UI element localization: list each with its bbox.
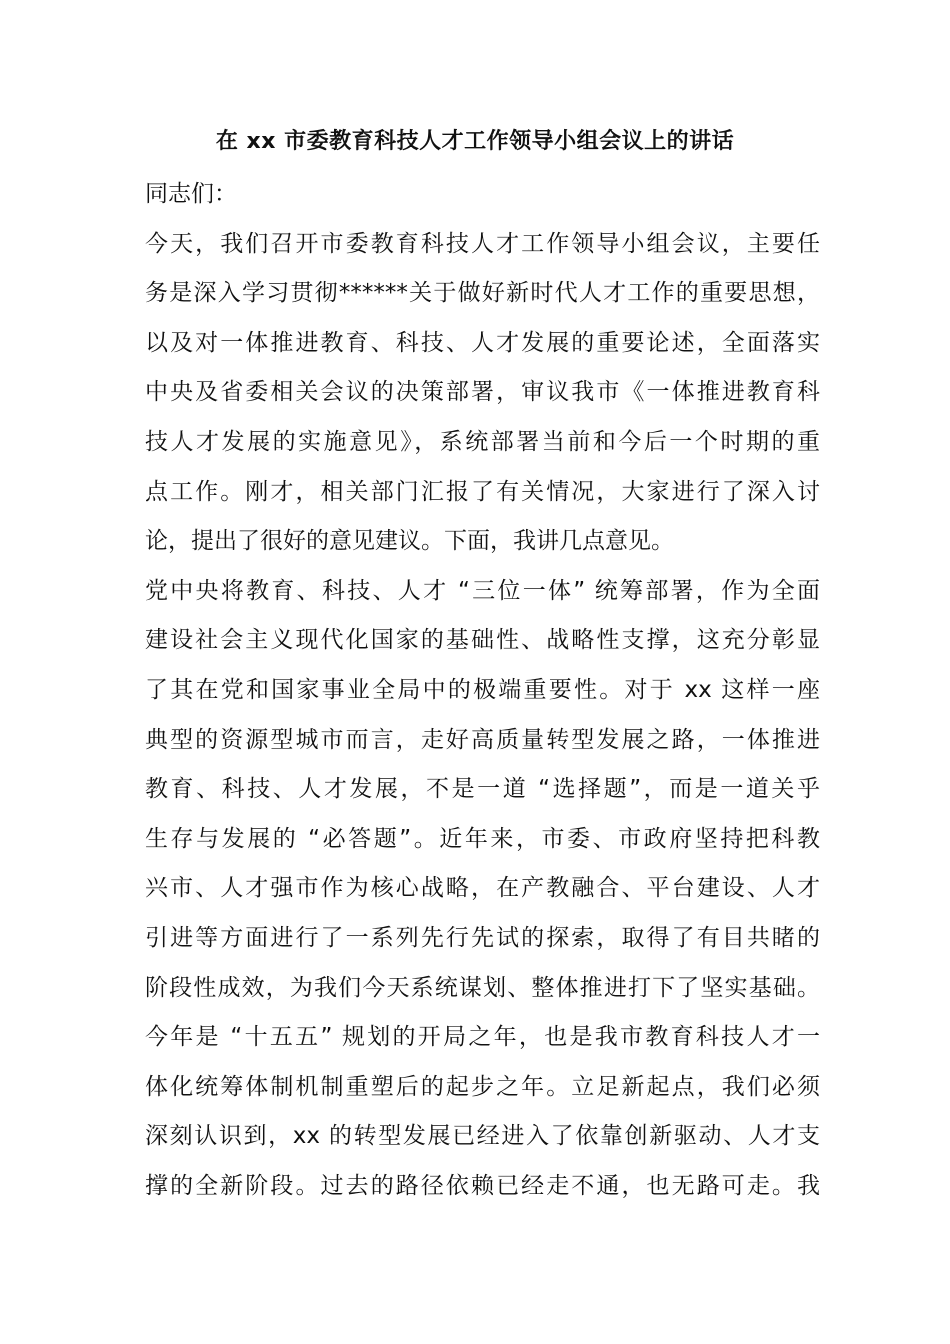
text-line: 了其在党和国家事业全局中的极端重要性。对于 xx 这样一座 bbox=[145, 676, 820, 703]
text-line: 以及对一体推进教育、科技、人才发展的重要论述，全面落实 bbox=[145, 329, 820, 356]
text-line: 阶段性成效，为我们今天系统谋划、整体推进打下了坚实基础。 bbox=[145, 974, 820, 1001]
text-line: 今年是 “十五五” 规划的开局之年，也是我市教育科技人才一 bbox=[145, 1024, 820, 1051]
text-line: 教育、科技、人才发展，不是一道 “选择题”，而是一道关乎 bbox=[145, 776, 820, 803]
text-line: 点工作。刚才，相关部门汇报了有关情况，大家进行了深入讨 bbox=[145, 478, 820, 505]
text-line: 体化统筹体制机制重塑后的起步之年。立足新起点，我们必须 bbox=[145, 1073, 820, 1100]
text-line: 引进等方面进行了一系列先行先试的探索，取得了有目共睹的 bbox=[145, 924, 820, 951]
salutation-line: 同志们： bbox=[145, 181, 237, 207]
text-line: 技人才发展的实施意见》，系统部署当前和今后一个时期的重 bbox=[145, 428, 820, 455]
text-line: 论，提出了很好的意见建议。下面，我讲几点意见。 bbox=[145, 528, 674, 555]
document-body bbox=[145, 170, 820, 1211]
text-line: 务是深入学习贯彻******关于做好新时代人才工作的重要思想， bbox=[145, 280, 820, 307]
text-line: 典型的资源型城市而言，走好高质量转型发展之路，一体推进 bbox=[145, 726, 820, 753]
text-line: 党中央将教育、科技、人才 “三位一体” 统筹部署，作为全面 bbox=[145, 577, 820, 604]
text-line: 今天，我们召开市委教育科技人才工作领导小组会议，主要任 bbox=[145, 230, 820, 257]
text-line: 兴市、人才强市作为核心战略，在产教融合、平台建设、人才 bbox=[145, 875, 820, 902]
text-line: 撑的全新阶段。过去的路径依赖已经走不通，也无路可走。我 bbox=[145, 1172, 820, 1199]
text-line: 生存与发展的 “必答题”。近年来，市委、市政府坚持把科教 bbox=[145, 825, 820, 852]
text-line: 中央及省委相关会议的决策部署，审议我市《一体推进教育科 bbox=[145, 379, 820, 406]
text-line: 建设社会主义现代化国家的基础性、战略性支撑，这充分彰显 bbox=[145, 627, 820, 654]
document-title: 在 xx 市委教育科技人才工作领导小组会议上的讲话 bbox=[215, 129, 735, 154]
text-line: 深刻认识到，xx 的转型发展已经进入了依靠创新驱动、人才支 bbox=[145, 1123, 820, 1150]
